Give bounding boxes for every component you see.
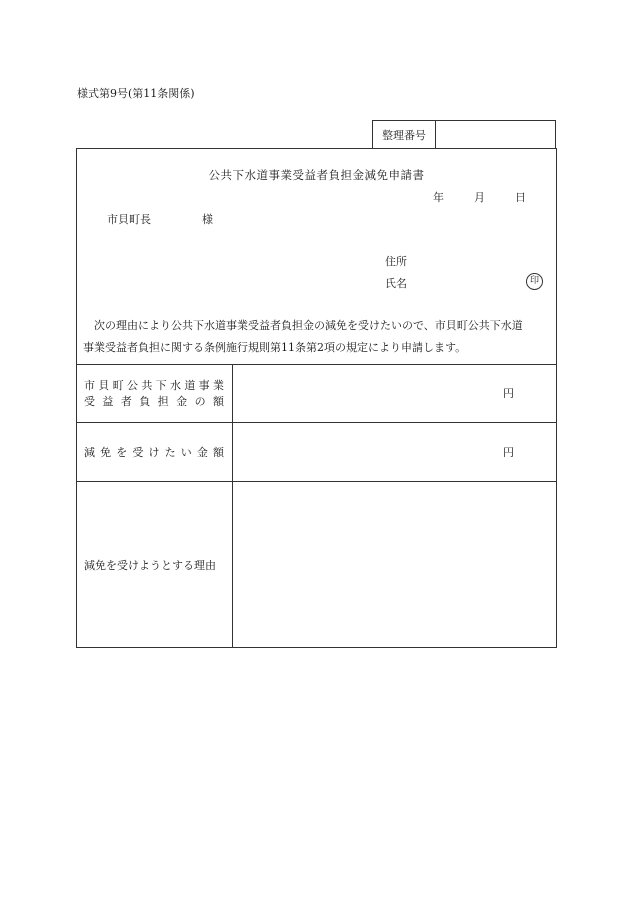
exemption-reason-field[interactable] — [233, 482, 556, 647]
assessment-amount-label-cell — [77, 364, 233, 422]
addressee-mayor: 市貝町長 — [107, 213, 151, 226]
exemption-amount-unit: 円 — [503, 446, 514, 459]
table-row-exemption-reason — [77, 482, 556, 647]
exemption-reason-label: 減免を受けようとする理由 — [84, 558, 216, 572]
assessment-amount-unit: 円 — [503, 387, 514, 400]
assessment-amount-label-line-2: 受益者負担金の額 — [84, 395, 224, 408]
seal-icon: 印 — [526, 273, 543, 290]
application-statement — [83, 315, 553, 359]
statement-line-2: 事業受益者負担に関する条例施行規則第11条第2項の規定により申請します。 — [83, 341, 467, 354]
date-line — [433, 189, 526, 205]
exemption-amount-field[interactable] — [233, 423, 556, 481]
date-month-field[interactable]: 月 — [474, 191, 485, 204]
exemption-reason-label-cell — [77, 482, 233, 647]
exemption-amount-label-cell — [77, 423, 233, 481]
applicant-address-label: 住所 — [385, 255, 407, 268]
statement-line-1: 次の理由により公共下水道事業受益者負担金の減免を受けたいので、市貝町公共下水道 — [94, 319, 523, 332]
application-form — [76, 148, 557, 648]
date-day-field[interactable]: 日 — [515, 191, 526, 204]
document-title: 公共下水道事業受益者負担金減免申請書 — [208, 168, 425, 182]
assessment-amount-field[interactable] — [233, 364, 556, 422]
reference-number-box — [372, 120, 556, 148]
date-year-field[interactable]: 年 — [433, 191, 444, 204]
addressee-honorific: 様 — [202, 213, 213, 226]
reference-number-field[interactable] — [436, 121, 555, 148]
form-header-section — [77, 149, 556, 365]
exemption-amount-label: 減免を受けたい金額 — [84, 446, 224, 459]
assessment-amount-label-line-1: 市貝町公共下水道事業 — [84, 379, 224, 392]
applicant-name-label: 氏名 — [385, 277, 407, 290]
form-number-label: 様式第9号(第11条関係) — [77, 87, 195, 100]
reference-number-label: 整理番号 — [373, 121, 436, 148]
table-row-exemption-amount — [77, 423, 556, 482]
table-row-assessment-amount — [77, 364, 556, 423]
addressee — [107, 211, 213, 227]
